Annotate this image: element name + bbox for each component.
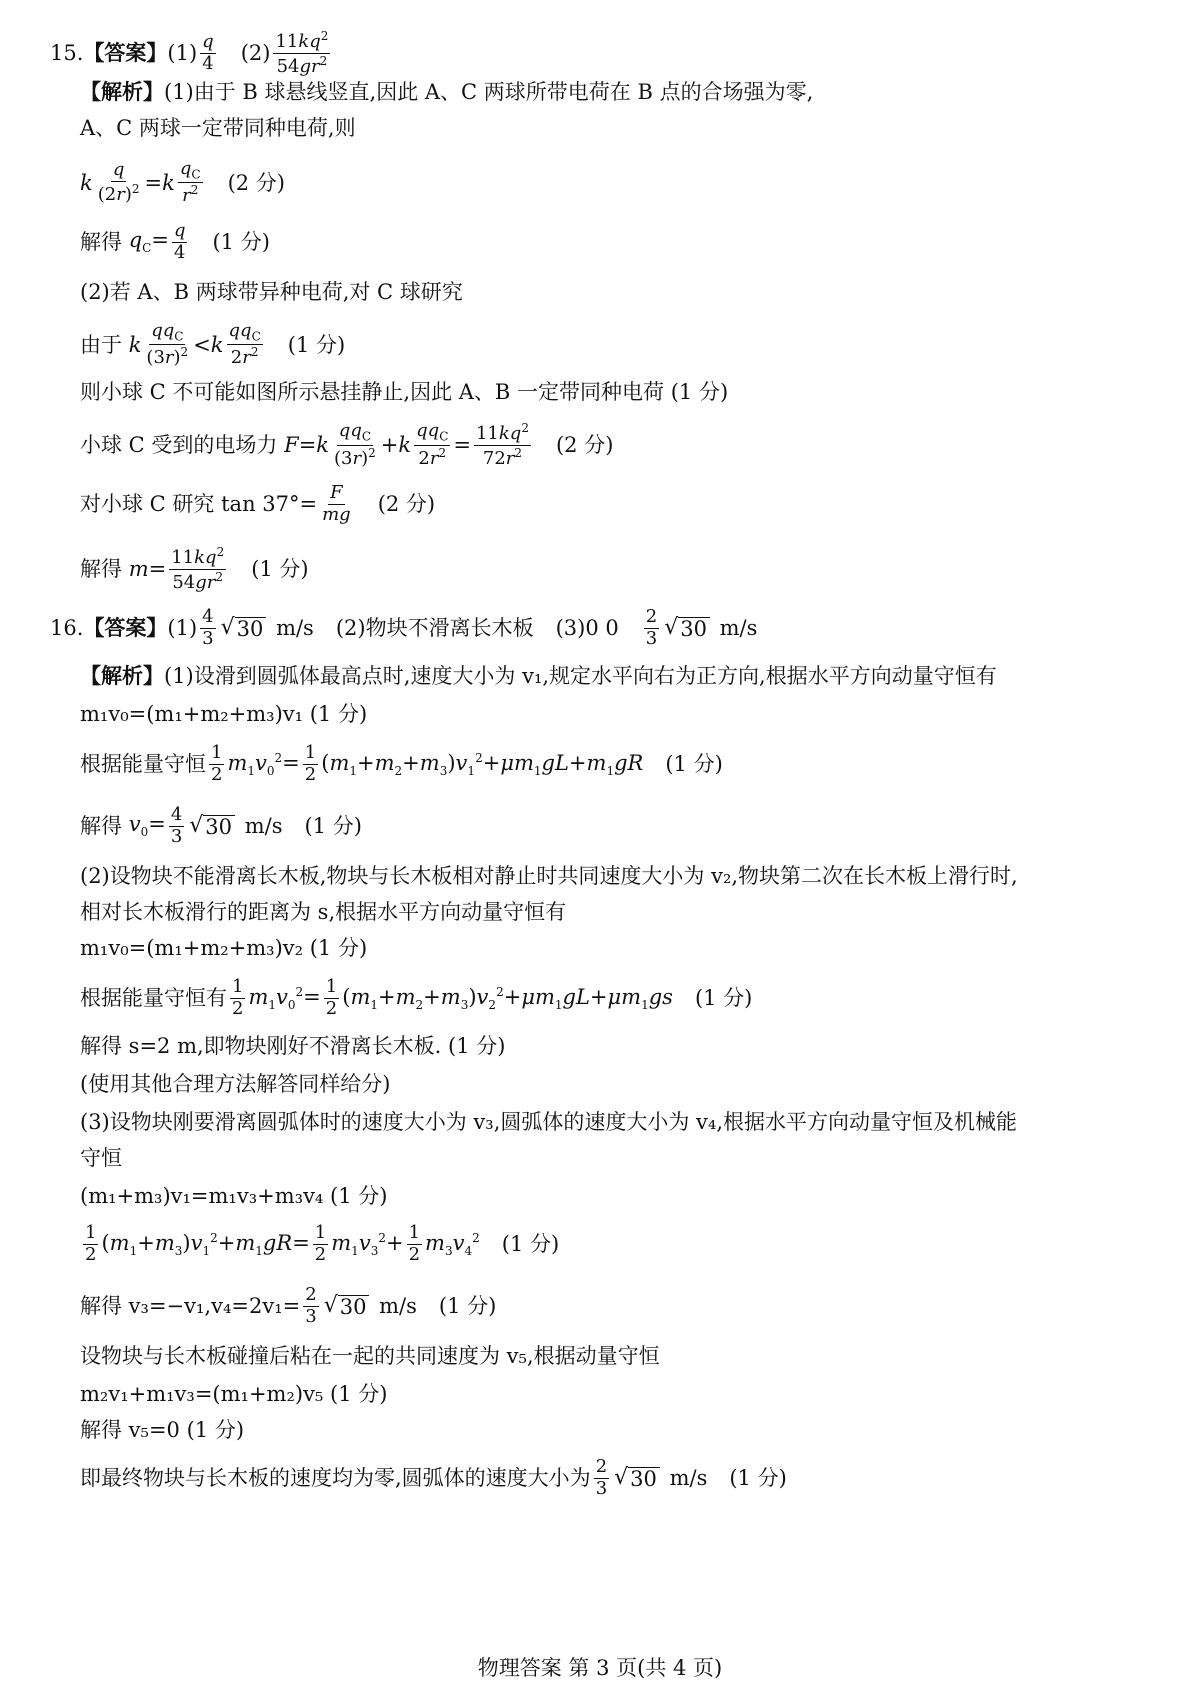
q15-text: 对小球 C 研究 bbox=[80, 491, 215, 516]
score: (1 分) bbox=[251, 556, 309, 581]
q15-analysis-line1 bbox=[80, 82, 813, 103]
q16-text: m₂v₁+m₁v₃=(m₁+m₂)v₅ (1 分) bbox=[80, 1382, 388, 1406]
score: (2 分) bbox=[377, 491, 436, 516]
q16-text: 解得 v₃=−v₁,v₄=2v₁= bbox=[80, 1293, 301, 1318]
q15-answer-part1: (1) bbox=[167, 40, 198, 65]
q16-analysis-tag: 【解析】 bbox=[80, 664, 164, 688]
q16-text: 解得 v₅=0 (1 分) bbox=[80, 1418, 245, 1442]
unit: m/s bbox=[719, 615, 758, 640]
q15-text: 由于 bbox=[80, 332, 122, 357]
q15-text: (2)若 A、B 两球带异种电荷,对 C 球研究 bbox=[80, 280, 463, 304]
q15-text: 则小球 C 不可能如图所示悬挂静止,因此 A、B 一定带同种电荷 (1 分) bbox=[80, 380, 729, 404]
q15-text: A、C 两球一定带同种电荷,则 bbox=[80, 116, 356, 140]
page-footer: 物理答案 第 3 页(共 4 页) bbox=[477, 1656, 723, 1680]
q16-text: 根据能量守恒有 bbox=[80, 985, 227, 1010]
q16-eq-v0: 解得 $v_0=$ $\frac{4}{3}$ √ 30 m/s (1 分) bbox=[80, 804, 362, 847]
q16-final-line: 即最终物块与长木板的速度均为零,圆弧体的速度大小为 $\frac{2}{3}$ √ 30 m/s (1 分) bbox=[80, 1456, 787, 1499]
q16-answer-tag: 【答案】 bbox=[83, 615, 168, 640]
q16-line13 bbox=[80, 1186, 387, 1207]
unit: m/s bbox=[669, 1465, 708, 1490]
q15-eq-inequality: 由于 k $\frac{qq_C}{(3r)^2}$ <k $\frac{qq_C}{2r^2}$ (1 分) bbox=[80, 320, 346, 369]
q15-text: (1)由于 B 球悬线竖直,因此 A、C 两球所带电荷在 B 点的合场强为零, bbox=[164, 80, 814, 104]
q15-answer-line bbox=[50, 30, 333, 77]
q16-text: 即最终物块与长木板的速度均为零,圆弧体的速度大小为 bbox=[80, 1465, 591, 1490]
score: (1 分) bbox=[501, 1231, 560, 1256]
score: (1 分) bbox=[438, 1293, 497, 1318]
q15-eq-field-balance: k $\frac{q}{(2r)^2}$ = k $\frac{q_C}{r^2}$ (2 分) bbox=[80, 158, 285, 207]
q15-text: 解得 bbox=[80, 229, 122, 254]
q16-number: 16. bbox=[50, 615, 84, 640]
q16-answer-line: 16. 【答案】 (1) $\frac{4}{3}$ √ 30 m/s (2)物块不滑离长木板 (3)0 0 $\frac{2}{3}$ √ 30 m/s bbox=[50, 606, 758, 649]
unit: m/s bbox=[379, 1293, 417, 1318]
q16-text: (使用其他合理方法解答同样给分) bbox=[80, 1072, 391, 1096]
score: (1 分) bbox=[665, 751, 723, 776]
q15-part2-intro bbox=[80, 282, 463, 303]
q15-eq-mass: 解得 m= $\frac{11kq^2}{54gr^2}$ (1 分) bbox=[80, 545, 309, 593]
q16-text: (m₁+m₃)v₁=m₁v₃+m₃v₄ (1 分) bbox=[80, 1184, 388, 1208]
q16-text: m₁v₀=(m₁+m₂+m₃)v₁ (1 分) bbox=[80, 702, 368, 726]
q16-text: 设物块与长木板碰撞后粘在一起的共同速度为 v₅,根据动量守恒 bbox=[80, 1344, 660, 1368]
q16-line7 bbox=[80, 938, 367, 959]
q16-eq-energy3: $\frac{1}{2}$ $(m_1+m_3)v_1^2+m_1gR=$ $\frac{1}{2}$ $m_1v_3^2+$ $\frac{1}{2}$ $m_3v_4^2$ (1 分) bbox=[85, 1222, 560, 1265]
q16-answer-part3: (3)0 0 bbox=[555, 615, 619, 640]
q16-eq-energy1: 根据能量守恒 $\frac{1}{2}$ $m_1v_0^2=$ $\frac{1}{2}$ $(m_1+m_2+m_3)v_1^2+\mu m_1gL+m_1gR$ (1 分) bbox=[80, 742, 723, 785]
q15-text: 小球 C 受到的电场力 bbox=[80, 432, 278, 457]
score: (1 分) bbox=[729, 1465, 787, 1490]
q15-analysis-tag: 【解析】 bbox=[80, 80, 164, 104]
q16-line5 bbox=[80, 866, 1018, 887]
q16-text: 相对长木板滑行的距离为 s,根据水平方向动量守恒有 bbox=[80, 900, 567, 924]
q16-eq-energy2: 根据能量守恒有 $\frac{1}{2}$ $m_1v_0^2=$ $\frac{1}{2}$ $(m_1+m_2+m_3)v_2^2+\mu m_1gL+\mu m_1gs$ (1 分) bbox=[80, 976, 753, 1019]
q15-answer-part2: (2) bbox=[240, 40, 271, 65]
q16-line17 bbox=[80, 1384, 387, 1405]
unit: m/s bbox=[276, 615, 314, 640]
q16-text: m₁v₀=(m₁+m₂+m₃)v₂ (1 分) bbox=[80, 936, 368, 960]
q16-text: (2)设物块不能滑离长木板,物块与长木板相对静止时共同速度大小为 v₂,物块第二次在长木板上滑行时, bbox=[80, 864, 1018, 888]
q16-line2 bbox=[80, 704, 367, 725]
q15-eq-tan: 对小球 C 研究 tan 37°= $\frac{F}{mg}$ (2 分) bbox=[80, 482, 436, 525]
q16-line9 bbox=[80, 1036, 505, 1057]
q15-text: 解得 bbox=[80, 556, 122, 581]
q15-ans1-formula: $\frac{q}{4}$ bbox=[202, 31, 214, 74]
q16-line11 bbox=[80, 1112, 1017, 1133]
score: (2 分) bbox=[555, 432, 614, 457]
q15-tan-text: tan 37°= bbox=[221, 491, 318, 516]
q16-answer-part1: (1) bbox=[167, 615, 198, 640]
q16-line10 bbox=[80, 1074, 390, 1095]
q16-analysis-line1 bbox=[80, 666, 997, 687]
q15-ans2-formula: $\frac{11kq^2}{54gr^2}$ bbox=[275, 29, 329, 77]
q16-line18 bbox=[80, 1420, 244, 1441]
q16-text: (1)设滑到圆弧体最高点时,速度大小为 v₁,规定水平向右为正方向,根据水平方向动量守恒有 bbox=[164, 664, 997, 688]
q16-text: 守恒 bbox=[80, 1146, 122, 1170]
q16-line12 bbox=[80, 1148, 122, 1169]
q15-conclusion bbox=[80, 382, 728, 403]
score: (1 分) bbox=[287, 332, 346, 357]
q16-text: 解得 bbox=[80, 813, 122, 838]
unit: m/s bbox=[244, 813, 283, 838]
q16-text: 根据能量守恒 bbox=[80, 751, 206, 776]
q16-eq-v3v4: 解得 v₃=−v₁,v₄=2v₁= $\frac{2}{3}$ √ 30 m/s (1 分) bbox=[80, 1284, 497, 1327]
q15-analysis-line2 bbox=[80, 118, 356, 139]
score: (2 分) bbox=[227, 170, 285, 195]
q16-answer-part2: (2)物块不滑离长木板 bbox=[335, 615, 534, 640]
q15-eq-force: 小球 C 受到的电场力 F=k $\frac{qq_C}{(3r)^2}$ +k $\frac{qq_C}{2r^2}$ = $\frac{11kq^2}{72r^2}$ (2 分) bbox=[80, 420, 614, 469]
score: (1 分) bbox=[304, 813, 362, 838]
q16-line16 bbox=[80, 1346, 660, 1367]
q15-eq-qc: 解得 $q_C=$ $\frac{q}{4}$ (1 分) bbox=[80, 220, 270, 263]
q16-text: 解得 s=2 m,即物块刚好不滑离长木板. (1 分) bbox=[80, 1034, 506, 1058]
q15-number: 15. bbox=[50, 40, 84, 65]
q16-line6 bbox=[80, 902, 566, 923]
score: (1 分) bbox=[694, 985, 753, 1010]
score: (1 分) bbox=[212, 229, 270, 254]
q15-answer-tag: 【答案】 bbox=[83, 40, 168, 65]
q16-text: (3)设物块刚要滑离圆弧体时的速度大小为 v₃,圆弧体的速度大小为 v₄,根据水平方向动量守恒及机械能 bbox=[80, 1110, 1018, 1134]
